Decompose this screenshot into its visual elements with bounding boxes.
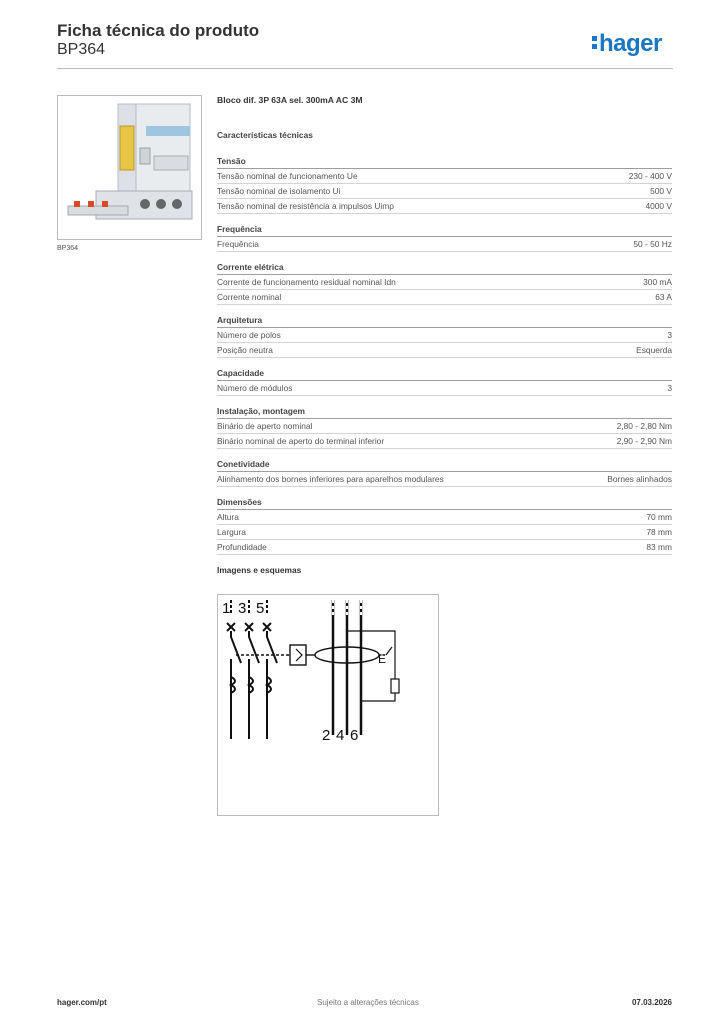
spec-section	[217, 155, 672, 214]
hager-logo	[592, 30, 662, 58]
spec-value: 230 - 400 V	[628, 171, 672, 181]
images-heading: Imagens e esquemas	[217, 565, 302, 575]
spec-row	[217, 199, 672, 214]
section-title: Conetividade	[217, 458, 672, 472]
wiring-scheme-svg	[218, 595, 438, 815]
spec-label: Corrente de funcionamento residual nominal Idn	[217, 277, 396, 287]
spec-label: Número de polos	[217, 330, 281, 340]
spec-sections	[217, 155, 672, 555]
spec-label: Binário nominal de aperto do terminal inferior	[217, 436, 385, 446]
spec-value: 3	[667, 383, 672, 393]
spec-section	[217, 458, 672, 487]
test-label: E	[378, 652, 387, 666]
technical-heading: Características técnicas	[217, 130, 313, 140]
spec-label: Tensão nominal de funcionamento Ue	[217, 171, 358, 181]
document-title: Ficha técnica do produto	[57, 21, 260, 40]
spec-value: 83 mm	[646, 542, 672, 552]
spec-value: Bornes alinhados	[607, 474, 672, 484]
spec-section	[217, 261, 672, 305]
spec-label: Tensão nominal de isolamento Ui	[217, 186, 341, 196]
spec-section	[217, 496, 672, 555]
section-title: Corrente elétrica	[217, 261, 672, 275]
product-reference: BP364	[57, 41, 106, 58]
product-name: Bloco dif. 3P 63A sel. 300mA AC 3M	[217, 95, 363, 105]
product-photo	[57, 95, 202, 240]
spec-row	[217, 290, 672, 305]
spec-label: Posição neutra	[217, 345, 273, 355]
spec-section	[217, 314, 672, 358]
section-title: Instalação, montagem	[217, 405, 672, 419]
logo-mark-icon	[592, 32, 598, 52]
terminal-label: 5	[256, 600, 265, 617]
spec-label: Largura	[217, 527, 246, 537]
spec-row	[217, 419, 672, 434]
spec-label: Número de módulos	[217, 383, 293, 393]
terminal-label: 1	[222, 600, 231, 617]
section-title: Dimensões	[217, 496, 672, 510]
footer-note: Sujeito a alterações técnicas	[317, 998, 419, 1007]
spec-value: 4000 V	[645, 201, 672, 211]
section-title: Arquitetura	[217, 314, 672, 328]
wiring-diagram	[217, 594, 439, 816]
spec-label: Frequência	[217, 239, 259, 249]
footer-date: 07.03.2026	[631, 998, 672, 1007]
spec-row	[217, 328, 672, 343]
spec-row	[217, 381, 672, 396]
spec-value: 70 mm	[646, 512, 672, 522]
spec-label: Corrente nominal	[217, 292, 282, 302]
spec-label: Tensão nominal de resistência a impulsos Uimp	[217, 201, 394, 211]
spec-row	[217, 237, 672, 252]
spec-value: 78 mm	[646, 527, 672, 537]
spec-value: 3	[667, 330, 672, 340]
document-header	[57, 22, 259, 59]
spec-row	[217, 525, 672, 540]
spec-row	[217, 275, 672, 290]
spec-label: Profundidade	[217, 542, 267, 552]
spec-section	[217, 405, 672, 449]
spec-row	[217, 343, 672, 358]
spec-value: 63 A	[655, 292, 672, 302]
section-title: Tensão	[217, 155, 672, 169]
spec-section	[217, 367, 672, 396]
terminal-label: 6	[350, 727, 359, 744]
spec-label: Binário de aperto nominal	[217, 421, 313, 431]
spec-value: 2,90 - 2,90 Nm	[616, 436, 672, 446]
terminal-label: 4	[336, 727, 345, 744]
header-divider	[57, 68, 673, 69]
spec-value: 300 mA	[643, 277, 672, 287]
spec-value: Esquerda	[636, 345, 672, 355]
photo-caption: BP364	[57, 245, 79, 252]
rcd-block-icon	[58, 96, 202, 240]
spec-label: Alinhamento dos bornes inferiores para aparelhos modulares	[217, 474, 444, 484]
logo-text: hager	[599, 30, 662, 57]
terminal-label: 2	[322, 727, 331, 744]
spec-row	[217, 510, 672, 525]
spec-row	[217, 434, 672, 449]
terminal-label: 3	[238, 600, 247, 617]
spec-row	[217, 169, 672, 184]
spec-label: Altura	[217, 512, 239, 522]
spec-value: 2,80 - 2,80 Nm	[616, 421, 672, 431]
spec-value: 50 - 50 Hz	[633, 239, 672, 249]
spec-row	[217, 472, 672, 487]
spec-content	[217, 95, 672, 579]
spec-row	[217, 540, 672, 555]
spec-row	[217, 184, 672, 199]
footer-website[interactable]: hager.com/pt	[57, 998, 107, 1007]
spec-section	[217, 223, 672, 252]
section-title: Frequência	[217, 223, 672, 237]
spec-value: 500 V	[650, 186, 672, 196]
section-title: Capacidade	[217, 367, 672, 381]
